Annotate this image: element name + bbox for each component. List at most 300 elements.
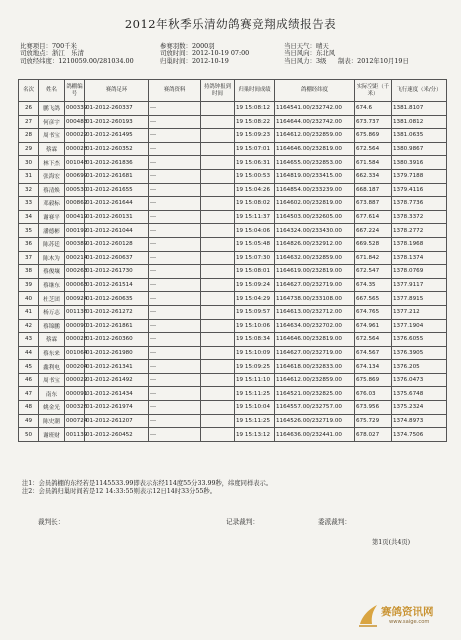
site-name: 赛鸽资讯网 [381,606,434,618]
cell-arrival: 19 15:11:37 [235,210,275,224]
cell-loft: 000530 [65,183,85,197]
table-row [19,156,447,170]
col-arrival: 归巢时间成绩 [235,80,275,102]
table-row [19,183,447,197]
cell-arrival: 19 15:09:57 [235,305,275,319]
cell-coords: 1164541.00/232742.00 [275,102,355,116]
table-row [19,224,447,238]
cell-name: 陈史潮 [39,414,65,428]
cell-speed: 1374.7506 [392,428,447,442]
cell-rank: 37 [19,251,39,265]
cell-coords: 1164636.00/232441.00 [275,428,355,442]
table-date: 制表：2012年10月19日 [338,56,409,65]
cell-ring: 01-2012-261730 [85,265,149,279]
cell-arrival: 19 15:04:06 [235,224,275,238]
col-name: 姓名 [39,80,65,102]
cell-ring: 01-2012-260337 [85,102,149,116]
table-row [19,401,447,415]
cell-info: --- [149,197,201,211]
cell-speed: 1375.2324 [392,401,447,415]
cell-distance: 671.584 [355,156,392,170]
cell-rank: 39 [19,278,39,292]
cell-info: --- [149,102,201,116]
table-row [19,346,447,360]
cell-info: --- [149,142,201,156]
cell-distance: 676.03 [355,387,392,401]
cell-rank: 47 [19,387,39,401]
cell-rank: 27 [19,115,39,129]
table-row [19,278,447,292]
cell-speed: 1375.6748 [392,387,447,401]
cell-info: --- [149,210,201,224]
cell-hold [201,237,235,251]
cell-coords: 1164738.00/233108.00 [275,292,355,306]
cell-info: --- [149,319,201,333]
cell-arrival: 19 15:11:25 [235,387,275,401]
cell-ring: 01-2012-260131 [85,210,149,224]
site-url: www.saige.com [389,619,430,625]
cell-distance: 674.35 [355,278,392,292]
table-row [19,387,447,401]
cell-loft: 000326 [65,401,85,415]
cell-ring: 01-2012-261341 [85,360,149,374]
cell-arrival: 19 15:04:29 [235,292,275,306]
cell-info: --- [149,251,201,265]
cell-arrival: 19 15:08:22 [235,115,275,129]
recording-judge-label: 记录裁判： [226,518,259,526]
cell-info: --- [149,169,201,183]
table-row [19,305,447,319]
report-title: 2012年秋季乐清幼鸽赛竞翔成绩报告表 [124,17,337,31]
cell-speed: 1381.0812 [392,115,447,129]
cell-hold [201,360,235,374]
return-date: 归巢时间：2012-10-19 [160,56,229,65]
cell-speed: 1377.212 [392,305,447,319]
cell-info: --- [149,360,201,374]
cell-name: 蔡霖 [39,333,65,347]
table-row [19,169,447,183]
cell-name: 蔡霖 [39,142,65,156]
cell-hold [201,251,235,265]
cell-rank: 28 [19,129,39,143]
cell-arrival: 19 15:13:12 [235,428,275,442]
cell-distance: 674.961 [355,319,392,333]
cell-info: --- [149,346,201,360]
cell-name: 陈木为 [39,251,65,265]
table-row [19,197,447,211]
cell-speed: 1378.0769 [392,265,447,279]
cell-rank: 49 [19,414,39,428]
cell-distance: 672.564 [355,333,392,347]
delegate-judge-label: 委派裁判： [318,518,351,526]
cell-arrival: 19 15:06:31 [235,156,275,170]
table-row [19,265,447,279]
site-watermark-logo [357,600,457,634]
table-row [19,129,447,143]
cell-coords: 1164634.00/232702.00 [275,319,355,333]
cell-coords: 1164632.00/232859.00 [275,251,355,265]
cell-speed: 1378.2772 [392,224,447,238]
cell-distance: 669.528 [355,237,392,251]
cell-arrival: 19 15:07:30 [235,251,275,265]
cell-info: --- [149,414,201,428]
cell-arrival: 19 15:08:02 [235,197,275,211]
cell-arrival: 19 15:08:01 [235,265,275,279]
cell-loft: 000924 [65,292,85,306]
cell-info: --- [149,115,201,129]
cell-hold [201,142,235,156]
table-row [19,373,447,387]
cell-rank: 45 [19,360,39,374]
cell-name: 谢班财 [39,428,65,442]
cell-coords: 1164655.00/232853.00 [275,156,355,170]
cell-rank: 50 [19,428,39,442]
cell-coords: 1164521.00/232825.00 [275,387,355,401]
cell-ring: 01-2012-261980 [85,346,149,360]
cell-arrival: 19 15:10:06 [235,319,275,333]
cell-coords: 1164324.00/233430.00 [275,224,355,238]
cell-distance: 673.887 [355,197,392,211]
cell-distance: 668.187 [355,183,392,197]
cell-coords: 1164612.00/232859.00 [275,373,355,387]
cell-name: 杜芝团 [39,292,65,306]
cell-info: --- [149,373,201,387]
cell-ring: 01-2012-260352 [85,142,149,156]
cell-hold [201,387,235,401]
table-row [19,333,447,347]
cell-ring: 01-2012-260635 [85,292,149,306]
cell-loft: 000192 [65,224,85,238]
cell-info: --- [149,428,201,442]
cell-loft: 000339 [65,102,85,116]
cell-rank: 34 [19,210,39,224]
cell-name: 姚金光 [39,401,65,415]
release-time: 司放时间：2012-10-19 07:00 [160,49,250,58]
table-row [19,292,447,306]
cell-distance: 678.027 [355,428,392,442]
cell-hold [201,305,235,319]
cell-rank: 43 [19,333,39,347]
cell-hold [201,265,235,279]
cell-speed: 1376.205 [392,360,447,374]
cell-loft: 000263 [65,265,85,279]
col-coords: 鸽棚经纬度 [275,80,355,102]
cell-rank: 40 [19,292,39,306]
cell-hold [201,210,235,224]
cell-info: --- [149,401,201,415]
cell-ring: 01-2012-261974 [85,401,149,415]
cell-distance: 662.334 [355,169,392,183]
cell-speed: 1378.1374 [392,251,447,265]
cell-distance: 674.134 [355,360,392,374]
cell-speed: 1381.8107 [392,102,447,116]
cell-loft: 000862 [65,197,85,211]
cell-distance: 675.729 [355,414,392,428]
cell-loft: 001136 [65,305,85,319]
cell-speed: 1377.9117 [392,278,447,292]
weather: 当日天气：晴天 [284,42,329,50]
cell-loft: 000214 [65,251,85,265]
cell-arrival: 19 15:11:10 [235,373,275,387]
cell-ring: 01-2012-260637 [85,251,149,265]
cell-loft: 001064 [65,346,85,360]
cell-arrival: 19 15:10:04 [235,401,275,415]
cell-rank: 36 [19,237,39,251]
cell-info: --- [149,292,201,306]
table-row [19,428,447,442]
cell-info: --- [149,265,201,279]
release-location: 司放地点：浙江 乐清 [20,49,84,58]
cell-ring: 01-2012-261836 [85,156,149,170]
cell-arrival: 19 15:07:01 [235,142,275,156]
cell-info: --- [149,278,201,292]
cell-distance: 675.869 [355,373,392,387]
cell-distance: 677.614 [355,210,392,224]
cell-hold [201,292,235,306]
cell-name: 周书宝 [39,373,65,387]
col-hold: 持鸽钟报到时间 [201,80,235,102]
cell-rank: 26 [19,102,39,116]
entry-count: 参赛羽数：2000羽 [160,42,215,50]
cell-info: --- [149,387,201,401]
results-table [18,79,447,442]
cell-speed: 1379.4116 [392,183,447,197]
cell-loft: 000022 [65,129,85,143]
cell-hold [201,319,235,333]
cell-coords: 1164503.00/232605.00 [275,210,355,224]
cell-name: 蔡清焕 [39,183,65,197]
cell-hold [201,224,235,238]
cell-ring: 01-2012-261492 [85,373,149,387]
chief-judge-label: 裁判长： [38,518,65,526]
cell-distance: 667.224 [355,224,392,238]
cell-loft: 000091 [65,387,85,401]
cell-rank: 32 [19,183,39,197]
cell-loft: 000699 [65,169,85,183]
cell-distance: 673.737 [355,115,392,129]
cell-arrival: 19 15:09:25 [235,360,275,374]
cell-hold [201,278,235,292]
cell-distance: 675.869 [355,129,392,143]
cell-speed: 1379.7188 [392,169,447,183]
cell-hold [201,169,235,183]
cell-loft: 000063 [65,278,85,292]
cell-ring: 01-2012-261861 [85,319,149,333]
cell-hold [201,129,235,143]
cell-coords: 1164644.00/232742.00 [275,115,355,129]
footnotes [22,480,272,496]
cell-info: --- [149,183,201,197]
cell-distance: 674.765 [355,305,392,319]
cell-rank: 48 [19,401,39,415]
cell-speed: 1376.0473 [392,373,447,387]
col-distance: 实际空距（千米） [355,80,392,102]
cell-rank: 31 [19,169,39,183]
table-row [19,360,447,374]
cell-hold [201,183,235,197]
wind-force: 当日风力：3级 [284,56,327,65]
cell-ring: 01-2012-261434 [85,387,149,401]
cell-hold [201,346,235,360]
cell-hold [201,414,235,428]
cell-name: 鑫利电 [39,360,65,374]
cell-loft: 000204 [65,360,85,374]
cell-hold [201,333,235,347]
cell-hold [201,115,235,129]
cell-name: 谢赛平 [39,210,65,224]
cell-name: 邓毅标 [39,197,65,211]
cell-arrival: 19 15:09:24 [235,278,275,292]
cell-loft: 001048 [65,156,85,170]
cell-info: --- [149,224,201,238]
release-coordinates: 司放经纬度：1210059.00/281034.00 [20,56,134,65]
cell-coords: 1164613.00/232712.00 [275,305,355,319]
cell-speed: 1378.1968 [392,237,447,251]
cell-ring: 01-2012-261272 [85,305,149,319]
cell-info: --- [149,129,201,143]
cell-name: 张海宏 [39,169,65,183]
cell-arrival: 19 15:11:25 [235,414,275,428]
cell-speed: 1377.8915 [392,292,447,306]
cell-hold [201,197,235,211]
cell-arrival: 19 15:08:12 [235,102,275,116]
cell-coords: 1164627.00/232719.00 [275,346,355,360]
cell-loft: 000090 [65,319,85,333]
cell-rank: 29 [19,142,39,156]
cell-speed: 1380.9867 [392,142,447,156]
cell-name: 杨万志 [39,305,65,319]
cell-distance: 674.567 [355,346,392,360]
cell-coords: 1164627.00/232719.00 [275,278,355,292]
cell-arrival: 19 15:10:09 [235,346,275,360]
cell-arrival: 19 15:04:26 [235,183,275,197]
race-distance: 比赛项目：700千米 [20,42,77,50]
table-header-row [19,80,447,102]
cell-ring: 01-2012-261044 [85,224,149,238]
cell-name: 鹏飞鸽 [39,102,65,116]
race-info [20,43,450,65]
page-indicator: 第1页(共4页) [372,539,411,546]
cell-loft: 001139 [65,428,85,442]
table-row [19,102,447,116]
cell-loft: 000022 [65,373,85,387]
cell-coords: 1164557.00/232757.00 [275,401,355,415]
cell-distance: 673.956 [355,401,392,415]
cell-loft: 000724 [65,414,85,428]
table-row [19,237,447,251]
cell-ring: 01-2012-261655 [85,183,149,197]
cell-ring: 01-2012-261207 [85,414,149,428]
col-speed: 飞行速度（米/分） [392,80,447,102]
cell-ring: 01-2012-260193 [85,115,149,129]
cell-name: 潘德彬 [39,224,65,238]
table-row [19,210,447,224]
cell-name: 何彦宇 [39,115,65,129]
wind-direction: 当日风向：东北风 [284,49,336,58]
cell-name: 蔡锦鹏 [39,319,65,333]
cell-speed: 1378.7736 [392,197,447,211]
table-row [19,414,447,428]
cell-hold [201,102,235,116]
cell-speed: 1378.3372 [392,210,447,224]
cell-info: --- [149,305,201,319]
cell-rank: 44 [19,346,39,360]
cell-distance: 672.564 [355,142,392,156]
col-ring: 赛鸽足环 [85,80,149,102]
cell-name: 蔡东来 [39,346,65,360]
cell-rank: 30 [19,156,39,170]
cell-loft: 000028 [65,333,85,347]
cell-loft: 000028 [65,142,85,156]
cell-coords: 1164826.00/232912.00 [275,237,355,251]
cell-rank: 46 [19,373,39,387]
pigeon-logo-icon [357,602,379,628]
cell-arrival: 19 15:00:53 [235,169,275,183]
col-rank: 名次 [19,80,39,102]
table-row [19,115,447,129]
footnote-2: 注2：会员鸽归巢时间若是12 14:33:55则表示12日14时33分55秒。 [22,488,216,495]
cell-loft: 000483 [65,115,85,129]
cell-rank: 35 [19,224,39,238]
cell-distance: 667.565 [355,292,392,306]
cell-hold [201,156,235,170]
cell-ring: 01-2012-261514 [85,278,149,292]
footnote-1: 注1：会员鸽棚的东经若是1145533.99即表示东经114度55分33.99秒，纬度同样表示。 [22,480,273,487]
cell-name: 南东 [39,387,65,401]
col-info: 赛鸽资料 [149,80,201,102]
cell-speed: 1377.1904 [392,319,447,333]
cell-speed: 1376.6055 [392,333,447,347]
cell-distance: 672.547 [355,265,392,279]
cell-name: 周书宝 [39,129,65,143]
cell-ring: 01-2012-260360 [85,333,149,347]
cell-coords: 1164618.00/232833.00 [275,360,355,374]
cell-speed: 1381.0635 [392,129,447,143]
cell-rank: 41 [19,305,39,319]
table-row [19,319,447,333]
cell-coords: 1164612.00/232859.00 [275,129,355,143]
race-info-row-3 [20,58,450,65]
cell-speed: 1374.8973 [392,414,447,428]
cell-hold [201,373,235,387]
cell-ring: 01-2012-260128 [85,237,149,251]
cell-info: --- [149,333,201,347]
cell-coords: 1164526.00/232719.00 [275,414,355,428]
cell-arrival: 19 15:09:23 [235,129,275,143]
cell-rank: 42 [19,319,39,333]
cell-arrival: 19 15:08:34 [235,333,275,347]
cell-rank: 33 [19,197,39,211]
cell-loft: 000419 [65,210,85,224]
cell-ring: 01-2012-261644 [85,197,149,211]
cell-coords: 1164619.00/232819.00 [275,265,355,279]
cell-coords: 1164819.00/233415.00 [275,169,355,183]
cell-coords: 1164854.00/233239.00 [275,183,355,197]
cell-hold [201,428,235,442]
cell-coords: 1164646.00/232819.00 [275,333,355,347]
cell-ring: 01-2012-261681 [85,169,149,183]
cell-rank: 38 [19,265,39,279]
cell-name: 陈苏廷 [39,237,65,251]
cell-info: --- [149,237,201,251]
cell-name: 蔡俊壤 [39,265,65,279]
cell-name: 蔡继东 [39,278,65,292]
cell-name: 林下杰 [39,156,65,170]
cell-distance: 674.6 [355,102,392,116]
table-row [19,142,447,156]
cell-speed: 1380.3916 [392,156,447,170]
cell-info: --- [149,156,201,170]
